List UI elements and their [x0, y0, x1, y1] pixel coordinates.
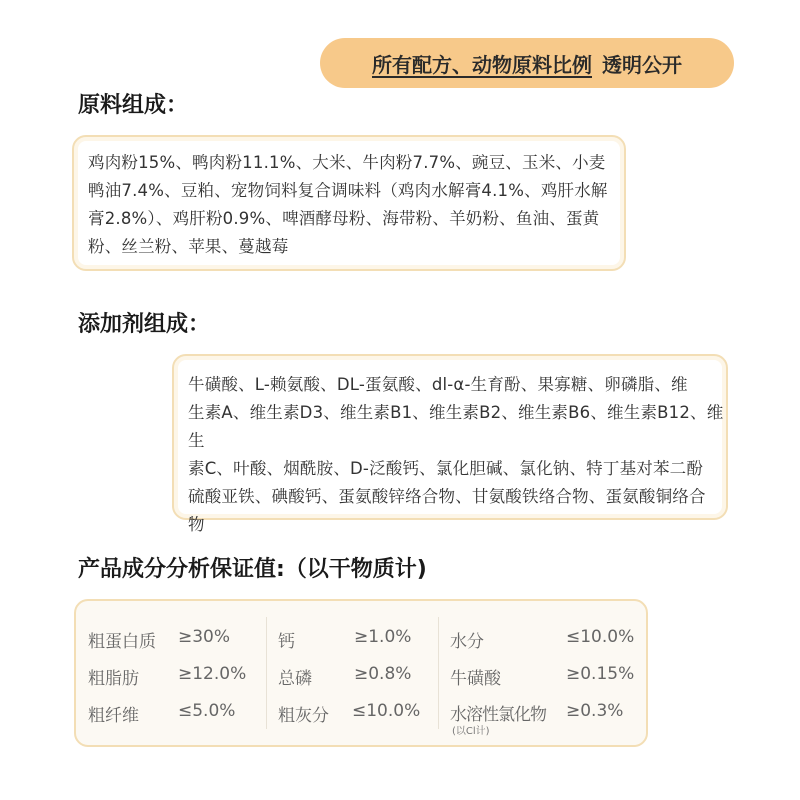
analysis-item-name: 粗灰分 [278, 706, 329, 726]
analysis-item-name: 总磷 [278, 669, 312, 689]
additives-line: 物 [188, 515, 205, 534]
analysis-table [74, 599, 648, 747]
analysis-item-name: 水分 [450, 632, 484, 652]
analysis-title: 产品成分分析保证值:（以干物质计) [78, 557, 427, 582]
ingredients-box [72, 135, 626, 271]
analysis-item-name: 粗蛋白质 [88, 632, 156, 652]
banner-underlined-text: 所有配方、动物原料比例 [372, 52, 592, 77]
analysis-item-value: ≥12.0% [178, 664, 247, 684]
analysis-item-value: ≥0.8% [354, 664, 412, 684]
additives-title: 添加剂组成： [78, 312, 211, 337]
analysis-item-name: 牛磺酸 [450, 669, 501, 689]
analysis-item-value: ≥30% [178, 627, 231, 647]
transparency-banner [320, 38, 734, 88]
analysis-item-name: 粗纤维 [88, 706, 139, 726]
analysis-item-value: ≥1.0% [354, 627, 412, 647]
banner-text: 透明公开 [602, 52, 682, 77]
additives-text [188, 371, 726, 539]
additives-line: 生素A、维生素D3、维生素B1、维生素B2、维生素B6、维生素B12、维生 [188, 403, 724, 450]
ingredients-text [88, 149, 608, 261]
analysis-item-name: 水溶性氯化物 [450, 705, 546, 725]
ingredients-line: 鸡肉粉15%、鸭肉粉11.1%、大米、牛肉粉7.7%、豌豆、玉米、小麦 [88, 153, 606, 172]
analysis-item-value: ≤10.0% [352, 701, 421, 721]
ingredients-line: 鸭油7.4%、豆粕、宠物饲料复合调味料（鸡肉水解膏4.1%、鸡肝水解 [88, 181, 608, 200]
analysis-item-value: ≥0.15% [566, 664, 635, 684]
column-divider [266, 617, 267, 729]
column-divider [438, 617, 439, 729]
ingredients-title: 原料组成： [78, 93, 189, 118]
analysis-item-value: ≤10.0% [566, 627, 635, 647]
additives-line: 硫酸亚铁、碘酸钙、蛋氨酸锌络合物、甘氨酸铁络合物、蛋氨酸铜络合 [188, 487, 706, 506]
analysis-item-name: 粗脂肪 [88, 669, 139, 689]
additives-box [172, 354, 728, 534]
ingredients-line: 膏2.8%）、鸡肝粉0.9%、啤酒酵母粉、海带粉、羊奶粉、鱼油、蛋黄 [88, 209, 600, 228]
additives-line: 素C、叶酸、烟酰胺、D-泛酸钙、氯化胆碱、氯化钠、特丁基对苯二酚 [188, 459, 704, 478]
analysis-item-name: 钙 [278, 632, 295, 652]
additives-line: 牛磺酸、L-赖氨酸、DL-蛋氨酸、dl-α-生育酚、果寡糖、卵磷脂、维 [188, 375, 688, 394]
ingredients-line: 粉、丝兰粉、苹果、蔓越莓 [88, 237, 289, 256]
chloride-footnote: (以Cl计) [452, 726, 490, 737]
analysis-item-value: ≤5.0% [178, 701, 236, 721]
analysis-item-value: ≥0.3% [566, 701, 624, 721]
